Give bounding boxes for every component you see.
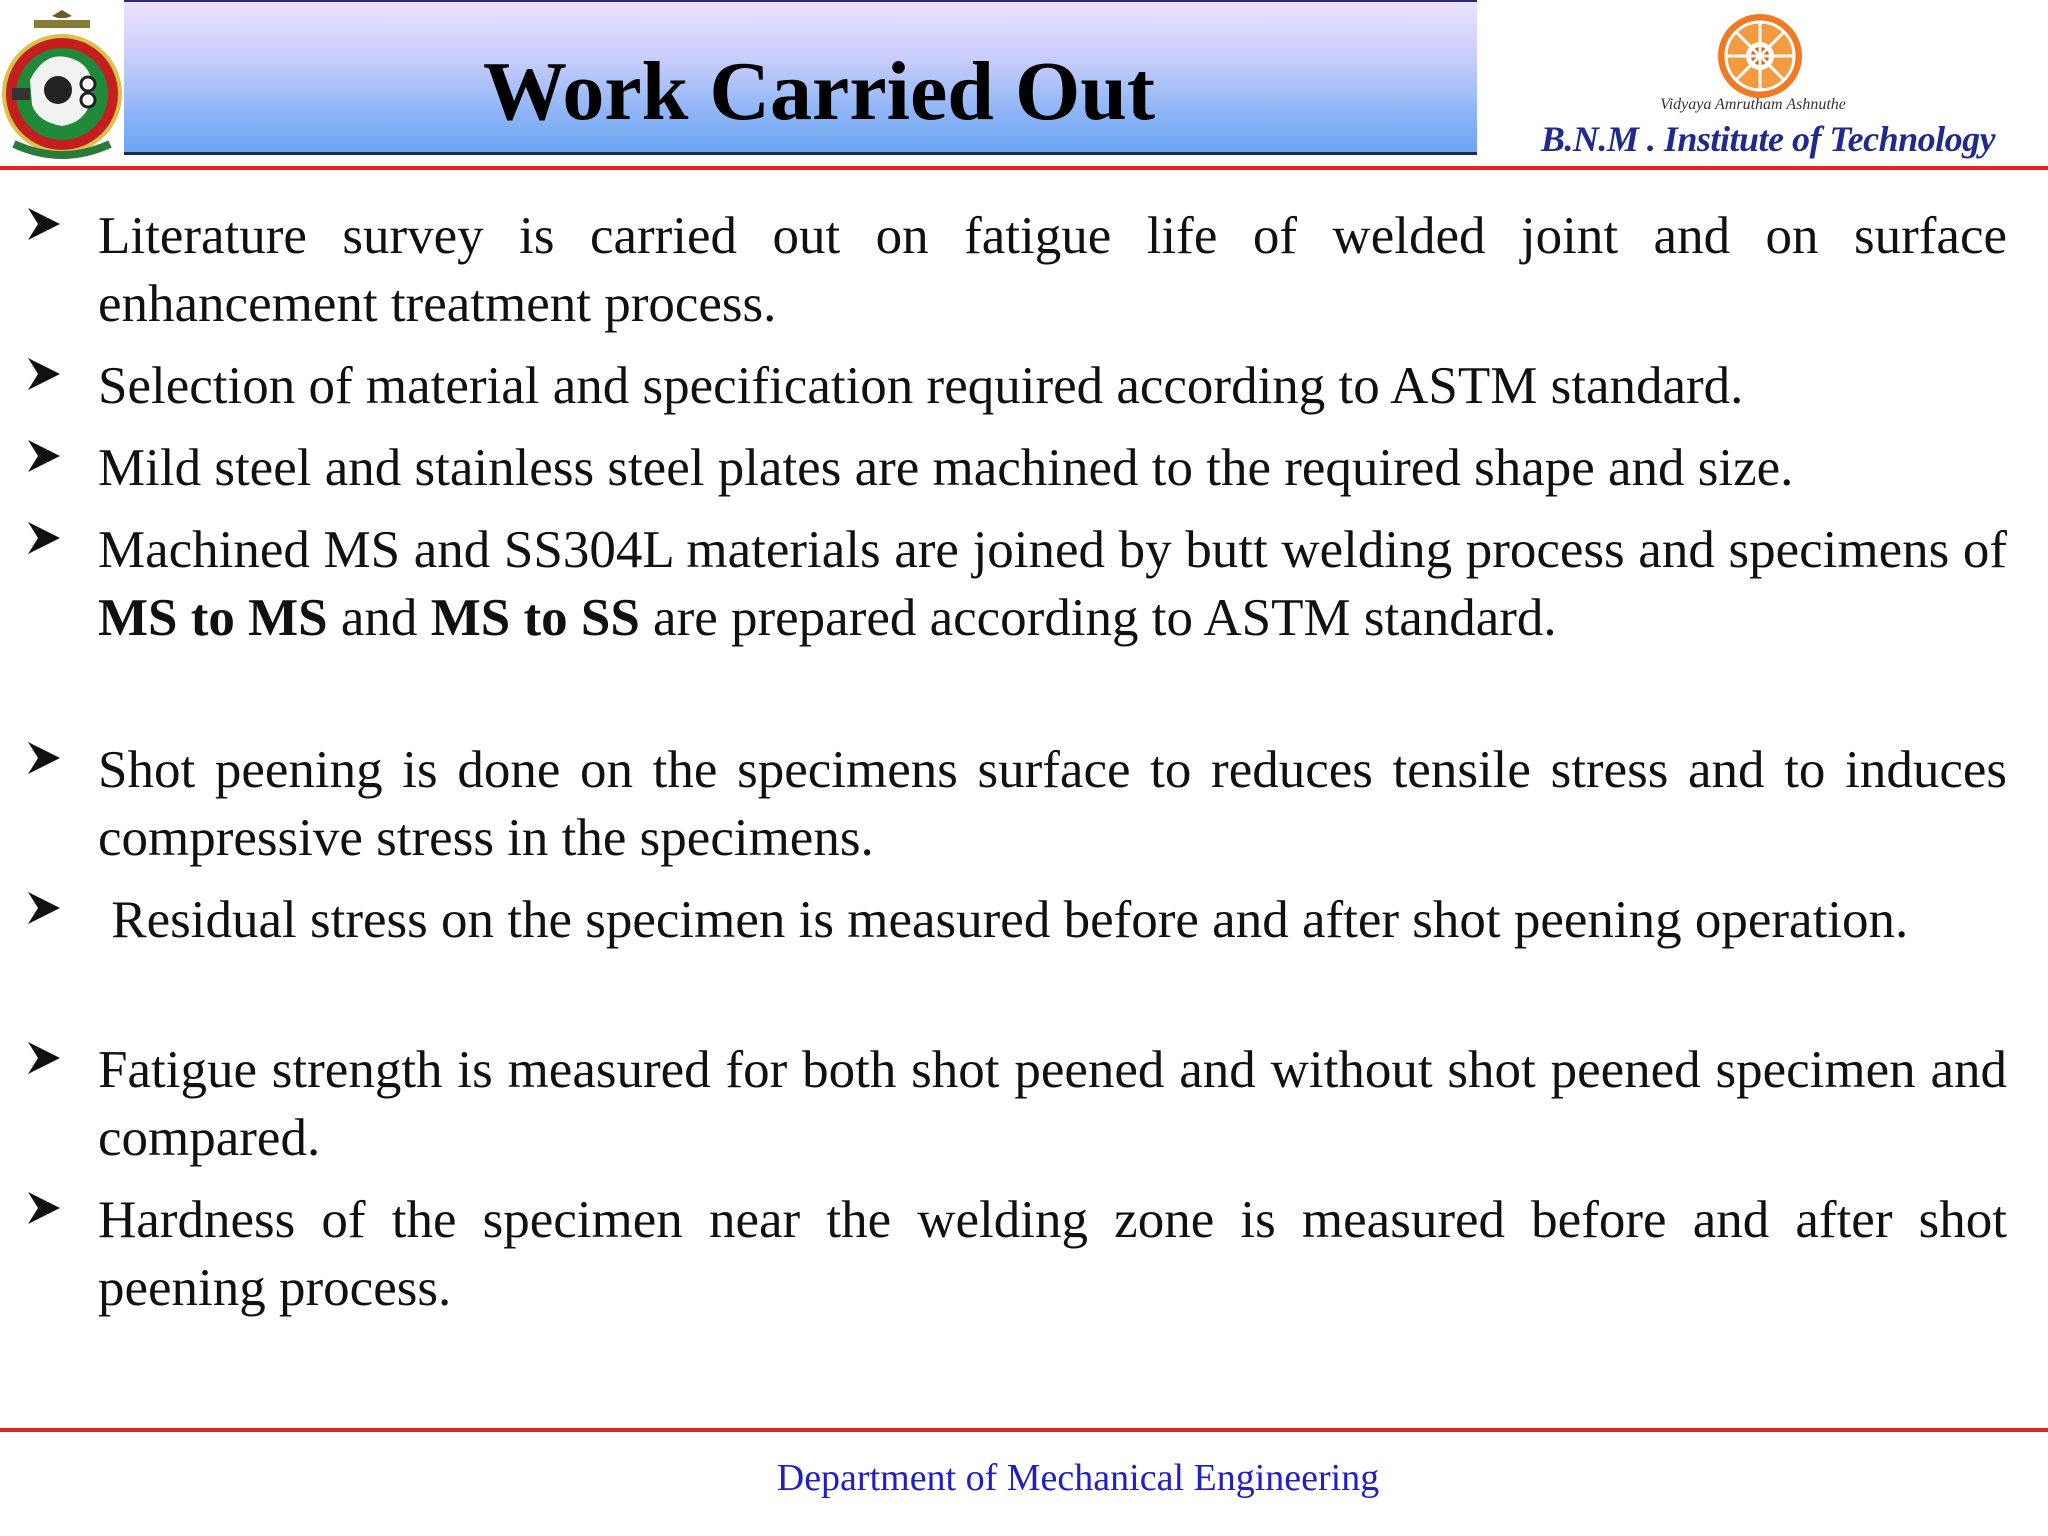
footer-divider bbox=[0, 1428, 2048, 1432]
university-emblem-icon bbox=[0, 10, 124, 160]
header-divider bbox=[0, 166, 2048, 170]
department-footer: Department of Mechanical Engineering bbox=[776, 1457, 1380, 1499]
arrow-bullet-icon bbox=[24, 1188, 64, 1228]
arrow-bullet-icon bbox=[24, 888, 64, 928]
institute-name: B.N.M . Institute of Technology bbox=[1540, 119, 1996, 159]
emphasis-ms-to-ms: MS to MS bbox=[98, 589, 328, 647]
list-item-text-part: and bbox=[327, 589, 431, 647]
list-item-text: Shot peening is done on the specimens surface to reduces tensile stress and to induces compressive stress in the specimens. bbox=[98, 741, 2007, 867]
list-item-text: Selection of material and specification required according to ASTM standard. bbox=[98, 357, 1744, 415]
arrow-bullet-icon bbox=[24, 204, 64, 244]
slide-title: Work Carried Out bbox=[483, 45, 1155, 138]
arrow-bullet-icon bbox=[24, 354, 64, 394]
list-item-text: Literature survey is carried out on fatigue life of welded joint and on surface enhancement treatment process. bbox=[98, 207, 2007, 333]
institute-motto: Vidyaya Amrutham Ashnuthe bbox=[1660, 96, 1846, 113]
list-item-text-part: are prepared according to ASTM standard. bbox=[639, 589, 1557, 647]
list-item-text: Hardness of the specimen near the welding zone is measured before and after shot peening process. bbox=[98, 1191, 2007, 1317]
list-item-text bbox=[98, 516, 2007, 652]
arrow-bullet-icon bbox=[24, 436, 64, 476]
list-item-text: Fatigue strength is measured for both shot peened and without shot peened specimen and compared. bbox=[98, 1041, 2007, 1167]
title-band-underline bbox=[124, 152, 1477, 155]
arrow-bullet-icon bbox=[24, 1038, 64, 1078]
list-item-text: Mild steel and stainless steel plates are machined to the required shape and size. bbox=[98, 439, 1794, 497]
arrow-bullet-icon bbox=[24, 738, 64, 778]
emphasis-ms-to-ss: MS to SS bbox=[430, 589, 640, 647]
list-item-text: Residual stress on the specimen is measured before and after shot peening operation. bbox=[98, 891, 1909, 949]
list-item-text-part: Machined MS and SS304L materials are joined by butt welding process and specimens of bbox=[98, 521, 2007, 579]
arrow-bullet-icon bbox=[24, 518, 64, 558]
